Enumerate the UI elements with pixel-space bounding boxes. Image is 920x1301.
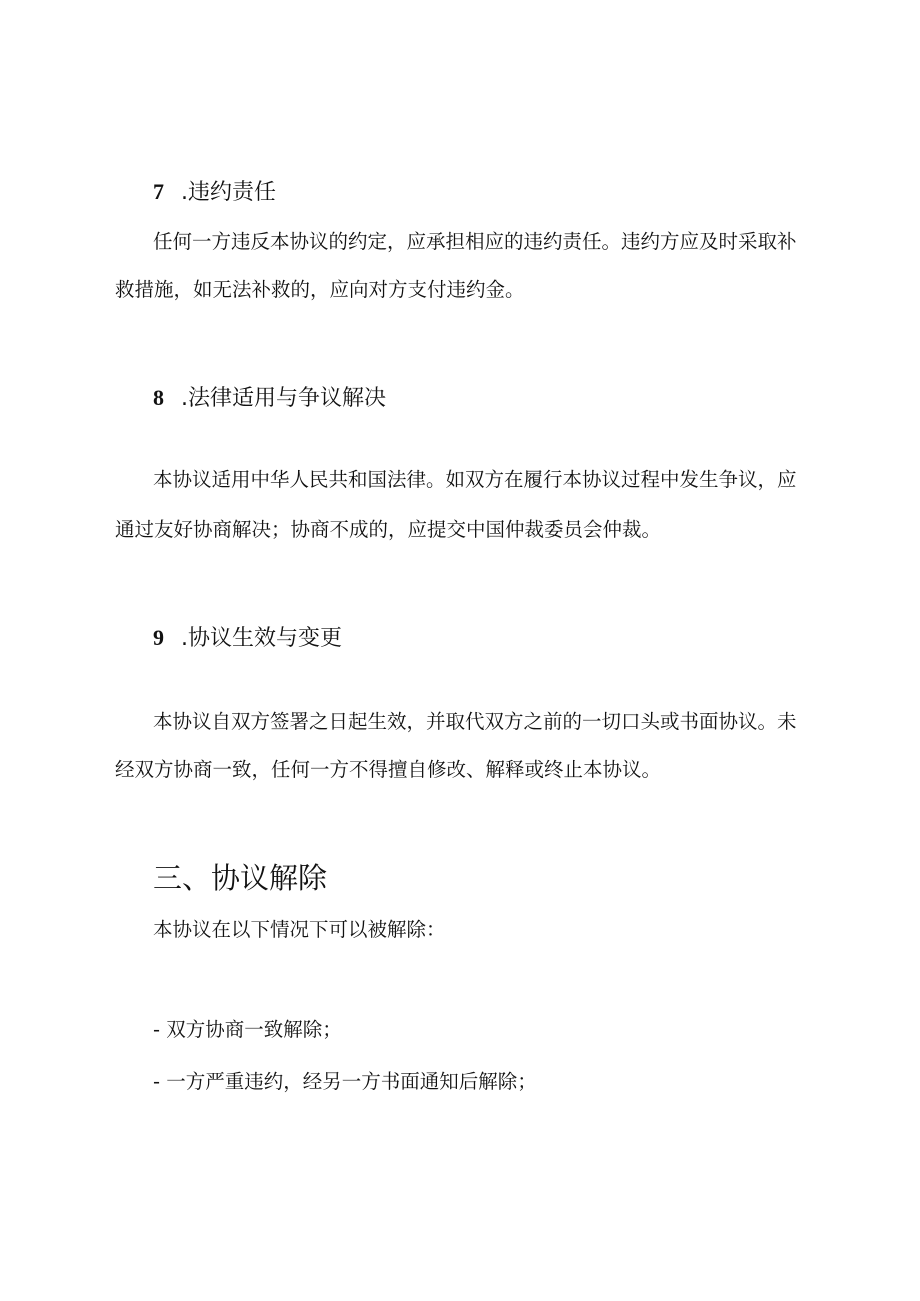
section-7-heading bbox=[153, 178, 276, 207]
section-9-heading bbox=[153, 624, 342, 653]
section-8-heading bbox=[153, 384, 386, 413]
part-3-heading: 三、协议解除 bbox=[153, 861, 328, 895]
paragraph-line: 通过友好协商解决；协商不成的，应提交中国仲裁委员会仲裁。 bbox=[115, 518, 662, 541]
section-title: .法律适用与争议解决 bbox=[181, 386, 386, 411]
part-3-intro: 本协议在以下情况下可以被解除： bbox=[153, 918, 446, 941]
paragraph-line: 本协议适用中华人民共和国法律。如双方在履行本协议过程中发生争议，应 bbox=[153, 468, 797, 491]
section-title: .协议生效与变更 bbox=[181, 626, 342, 651]
paragraph-line: 经双方协商一致，任何一方不得擅自修改、解释或终止本协议。 bbox=[115, 758, 662, 781]
list-item: - 双方协商一致解除； bbox=[153, 1018, 342, 1041]
paragraph-line: 任何一方违反本协议的约定，应承担相应的违约责任。违约方应及时采取补 bbox=[153, 230, 797, 253]
section-title: .违约责任 bbox=[181, 180, 276, 205]
list-item: - 一方严重违约，经另一方书面通知后解除； bbox=[153, 1070, 537, 1093]
section-number: 9 bbox=[153, 625, 164, 650]
paragraph-line: 本协议自双方签署之日起生效，并取代双方之前的一切口头或书面协议。未 bbox=[153, 710, 797, 733]
section-number: 8 bbox=[153, 385, 164, 410]
section-number: 7 bbox=[153, 179, 164, 204]
paragraph-line: 救措施，如无法补救的，应向对方支付违约金。 bbox=[115, 278, 525, 301]
